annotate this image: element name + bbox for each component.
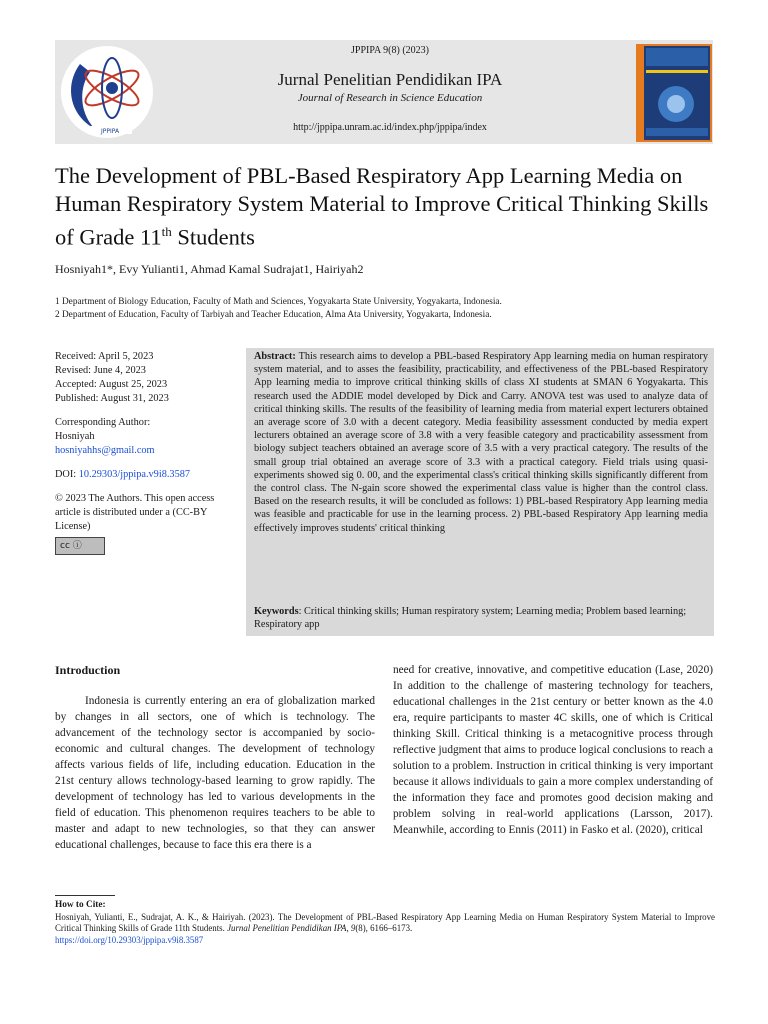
cc-by-license-icon[interactable]: cc ⓘ [55,537,105,555]
journal-subtitle: Journal of Research in Science Education [297,92,483,104]
revised-date: Revised: June 4, 2023 [55,365,146,376]
license-text: © 2023 The Authors. This open access article is distributed under a (CC-BY License) [55,493,215,532]
journal-volume: JPPIPA 9(8) (2023) [351,45,429,56]
how-to-cite [55,900,715,946]
affiliation-1: 1 Department of Biology Education, Faculty of Math and Sciences, Yogyakarta State University, Yogyakarta, Indonesia. [55,297,502,307]
introduction-heading: Introduction [55,663,121,677]
abstract-text: Abstract: This research aims to develop a PBL-based Respiratory App learning media on human respiratory system material, and to asses the feasibility, practicability, and effectiveness of the PBL-based Respiratory App learning media to improve critical thinking skills of class XI students at SMAN 6 Yogyakarta. This research used the ADDIE model developed by Dick and Carry. ANOVA test was used to analyze data of critical thinking skills. The results of the feasibility of learning media from material expert lecturers obtained an average score of 3.0 with a decent category. Media feasibility assessment conducted by media expert lecturers obtained an average score of 3.8 with a very feasible category and practicability assessment from biology subject teachers obtained an average score of 3.5 with a very practical category. The results of the small group trial obtained an average score of 3.3 with a practical category. Field trials using quasi-experiments showed sig 0. 00, and the experimental class's critical thinking skills significantly different from the control class. The N-gain score showed the experimental class value is higher than the control class. Based on the research results, it will be concluded as follows: 1) PBL-based Respiratory App learning media was feasible and practicable for use in the learning process. 2) PBL-based Respiratory App learning media effectively improves students' critical thinking [254,351,708,534]
doi-line: DOI: 10.29303/jppipa.v9i8.3587 [55,469,191,480]
cite-divider [55,895,115,896]
corresponding-email-link[interactable]: hosniyahhs@gmail.com [55,445,155,456]
journal-cover-thumbnail [636,44,712,142]
received-date: Received: April 5, 2023 [55,351,154,362]
cite-heading: How to Cite: [55,900,106,910]
keywords: Keywords: Critical thinking skills; Human respiratory system; Learning media; Problem based learning; Respiratory app [254,606,687,631]
corresponding-label: Corresponding Author: [55,417,151,428]
published-date: Published: August 31, 2023 [55,393,169,404]
paper-title: The Development of PBL-Based Respiratory App Learning Media on Human Respiratory System Material to Improve Critical Thinking Skills of Grade 11th Students [55,163,709,250]
accepted-date: Accepted: August 25, 2023 [55,379,168,390]
doi-link[interactable]: 10.29303/jppipa.v9i8.3587 [78,469,191,480]
article-info [55,350,240,560]
journal-meta [200,45,580,133]
body-column-left: Indonesia is currently entering an era of globalization marked by changes in all sectors, one of which is technology. The advancement of the technology sector is accompanied by socio-economic and cultural changes. The development of technology affects various fields of life, including education. Education in the 21st century allows technology-based learning to grow rapidly. The development of technology has led to various developments in the field of education. This phenomenon requires teachers to be able to master and adapt to new technologies, so that they can answer educational challenges, because to face this era there is a [55,695,375,851]
corresponding-name: Hosniyah [55,431,95,442]
body-column-right: need for creative, innovative, and competitive education (Lase, 2020) In addition to the challenge of mastering technology for teachers, educational challenges in the 21st century or better known as the 4.0 era, require participants to master 4C skills, one of which is Critical thinking Skill. Critical thinking is a metacognitive process through reflective judgment that aims to produce logical conclusions to reach a solution to a problem. Instruction in critical thinking is very important because it allows individuals to gain a more complex understanding of the information they face and promotes good decision making and problem solving in real-world applications (Larsson, 2017). Meanwhile, according to Ennis (2011) in Fasko et al. (2020), critical [393,664,713,836]
paper-authors: Hosniyah1*, Evy Yulianti1, Ahmad Kamal Sudrajat1, Hairiyah2 [55,262,364,276]
svg-text:JPPIPA: JPPIPA [100,128,120,135]
affiliation-2: 2 Department of Education, Faculty of Tarbiyah and Teacher Education, Alma Ata University, Yogyakarta, Indonesia. [55,310,492,320]
paper-affiliations [55,296,715,322]
cite-text: Hosniyah, Yulianti, E., Sudrajat, A. K., & Hairiyah. (2023). The Development of PBL-Based Respiratory App Learning Media on Human Respiratory System Material to Improve Critical Thinking Skills of Grade 11th Students. Jurnal Penelitian Pendidikan IPA, 9(8), 6166–6173. [55,911,715,933]
journal-url[interactable]: http://jppipa.unram.ac.id/index.php/jppipa/index [293,122,487,133]
journal-logo-icon [60,44,155,140]
journal-name: Jurnal Penelitian Pendidikan IPA [277,70,503,89]
cite-doi-link[interactable]: https://doi.org/10.29303/jppipa.v9i8.3587 [55,934,204,945]
